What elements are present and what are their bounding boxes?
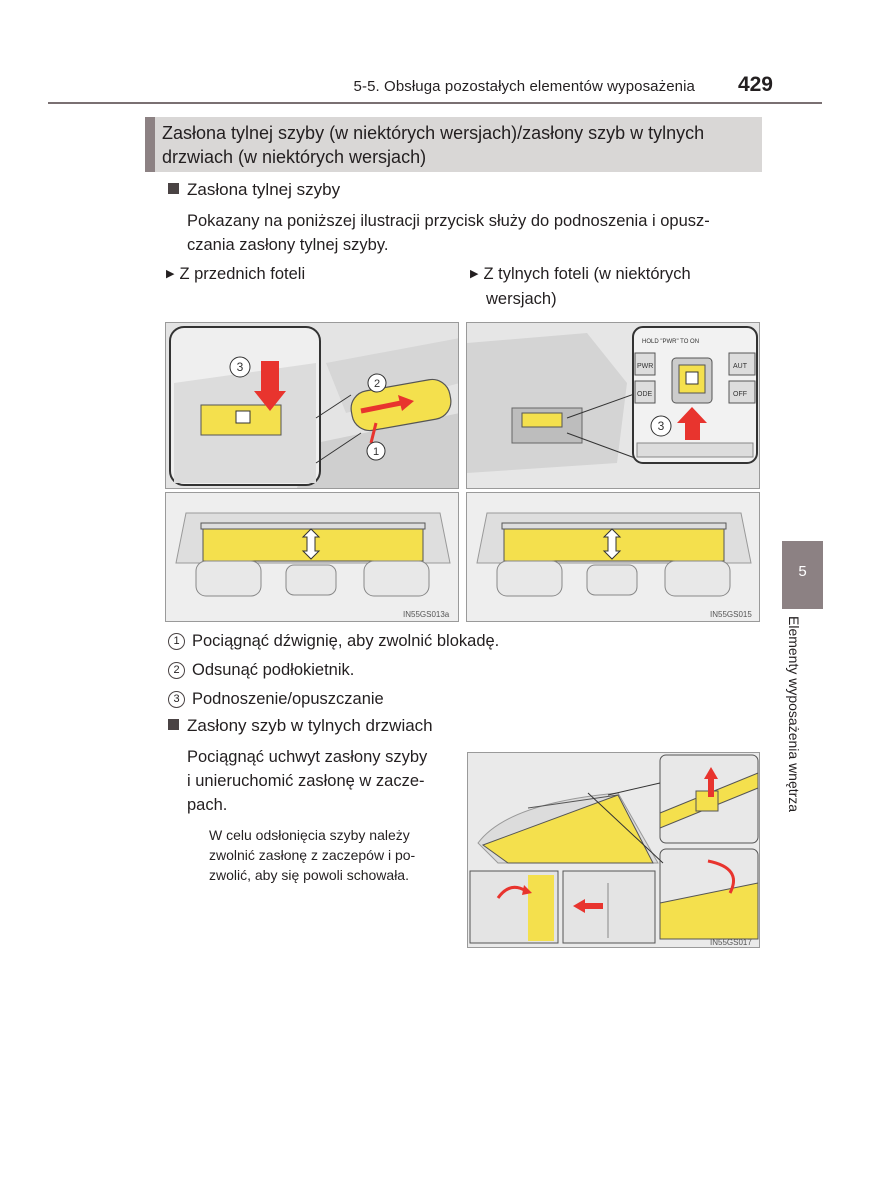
- callout-3b: 3: [657, 419, 665, 433]
- rear-armrest-illustration: [467, 323, 760, 489]
- sunshade-right-illustration: [467, 493, 760, 622]
- triangle-bullet-icon: ▶: [166, 268, 175, 280]
- step-number-1: 1: [168, 633, 185, 650]
- door-text-line3: pach.: [187, 796, 228, 814]
- pwr-label: PWR: [637, 363, 654, 370]
- bullet-square-icon: [168, 719, 179, 730]
- note-line1: W celu odsłonięcia szyby należy: [209, 827, 410, 843]
- rear-sunshade-intro-line1: Pokazany na poniższej ilustracji przycisk służy do podnoszenia i opusz-: [187, 212, 710, 230]
- auto-label: AUT: [733, 363, 747, 370]
- chapter-label: Elementy wyposażenia wnętrza: [786, 616, 802, 813]
- front-seat-label: ▶ Z przednich foteli: [166, 265, 306, 283]
- figure-code-door: IN55GS017: [710, 938, 752, 947]
- callout-1: 1: [372, 446, 380, 458]
- door-sunshade-heading: Zasłony szyb w tylnych drzwiach: [168, 716, 433, 736]
- step-number-2: 2: [168, 662, 185, 679]
- rear-sunshade-intro-line2: czania zasłony tylnej szyby.: [187, 236, 389, 254]
- header-rule: [48, 102, 822, 104]
- step-2: 2 Odsunąć podłokietnik.: [168, 658, 354, 683]
- figure-front-console: [165, 322, 459, 489]
- callout-3: 3: [236, 360, 244, 374]
- note-line2: zwolnić zasłonę z zaczepów i po-: [209, 847, 416, 863]
- front-console-illustration: [166, 323, 459, 489]
- chapter-number: 5: [798, 563, 807, 580]
- off-label: OFF: [733, 391, 747, 398]
- figure-rear-armrest: [466, 322, 760, 489]
- triangle-bullet-icon: ▶: [470, 268, 479, 280]
- figure-code-right: IN55GS015: [710, 610, 752, 619]
- hold-pwr-label: HOLD "PWR" TO ON: [642, 339, 700, 345]
- figure-sunshade-right: [466, 492, 760, 622]
- bullet-square-icon: [168, 183, 179, 194]
- step-1: 1 Pociągnąć dźwignię, aby zwolnić blokadę.: [168, 629, 499, 654]
- figure-door-sunshade: [467, 752, 760, 948]
- mode-label: ODE: [637, 391, 653, 398]
- step-3: 3 Podnoszenie/opuszczanie: [168, 687, 384, 712]
- step-number-3: 3: [168, 691, 185, 708]
- callout-2: 2: [373, 378, 381, 390]
- section-title: Zasłona tylnej szyby (w niektórych wersjach)/zasłony szyb w tylnych drzwiach (w niektórych wersjach): [162, 123, 705, 167]
- figure-sunshade-left: [165, 492, 459, 622]
- rear-seat-label-line2: wersjach): [486, 290, 557, 308]
- door-text-line2: i unieruchomić zasłonę w zacze-: [187, 772, 425, 790]
- sunshade-left-illustration: [166, 493, 459, 622]
- page-number: 429: [737, 73, 773, 96]
- door-sunshade-illustration: [468, 753, 760, 948]
- note-line3: zwolić, aby się powoli schowała.: [209, 867, 409, 883]
- figure-code-left: IN55GS013a: [403, 610, 450, 619]
- door-text-line1: Pociągnąć uchwyt zasłony szyby: [187, 748, 428, 766]
- rear-seat-label-line1: ▶ Z tylnych foteli (w niektórych: [470, 265, 691, 283]
- running-header: 5-5. Obsługa pozostałych elementów wyposażenia: [353, 78, 695, 95]
- rear-sunshade-heading: Zasłona tylnej szyby: [168, 180, 340, 200]
